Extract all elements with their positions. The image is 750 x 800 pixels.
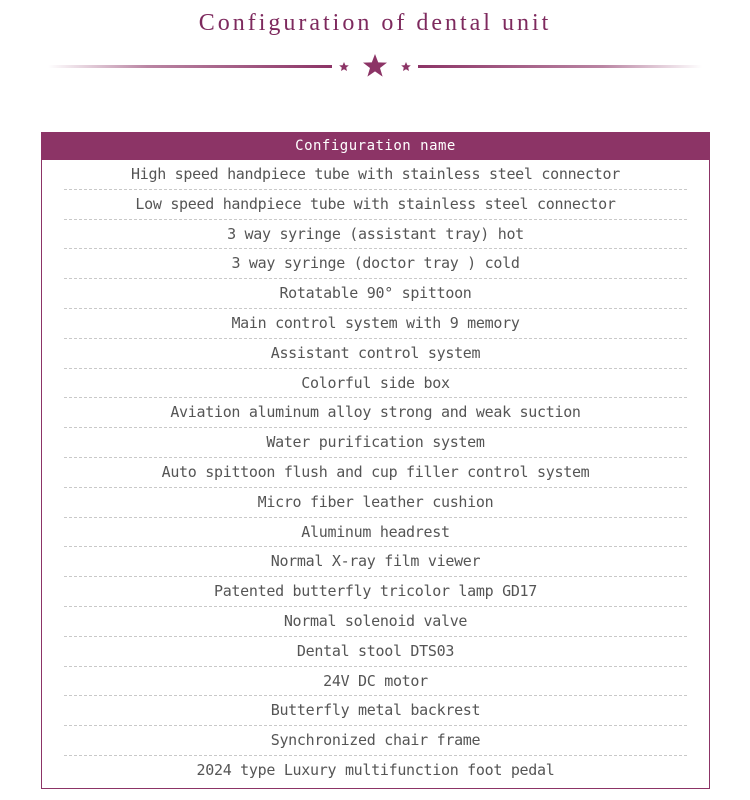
table-row: Water purification system [64,428,687,458]
table-row: High speed handpiece tube with stainless steel connector [64,160,687,190]
table-row: 3 way syringe (doctor tray ) cold [64,249,687,279]
table-row: 24V DC motor [64,667,687,697]
page-title: Configuration of dental unit [198,10,552,36]
table-row: 2024 type Luxury multifunction foot pedal [196,760,555,779]
table-row: Normal X-ray film viewer [64,547,687,577]
table-row: Patented butterfly tricolor lamp GD17 [64,577,687,607]
table-header: Configuration name [42,133,709,160]
table-row: 3 way syringe (assistant tray) hot [64,220,687,250]
table-row: Aluminum headrest [64,518,687,548]
divider-line-right [418,65,702,68]
configuration-table [41,132,710,789]
table-row: Colorful side box [64,369,687,399]
table-row: Aviation aluminum alloy strong and weak suction [64,398,687,428]
table-row: Low speed handpiece tube with stainless steel connector [64,190,687,220]
table-row: Micro fiber leather cushion [64,488,687,518]
table-row: Normal solenoid valve [64,607,687,637]
table-row: Synchronized chair frame [64,726,687,756]
table-rows [42,160,709,785]
small-star-icon [339,62,349,71]
table-row: Assistant control system [64,339,687,369]
table-row: Auto spittoon flush and cup filler control system [64,458,687,488]
title-divider [48,52,702,82]
divider-line-left [48,65,332,68]
table-row: Main control system with 9 memory [64,309,687,339]
large-star-icon [363,54,387,77]
table-row: Rotatable 90° spittoon [64,279,687,309]
table-row: Butterfly metal backrest [64,696,687,726]
small-star-icon [401,62,411,71]
table-row: Dental stool DTS03 [64,637,687,667]
